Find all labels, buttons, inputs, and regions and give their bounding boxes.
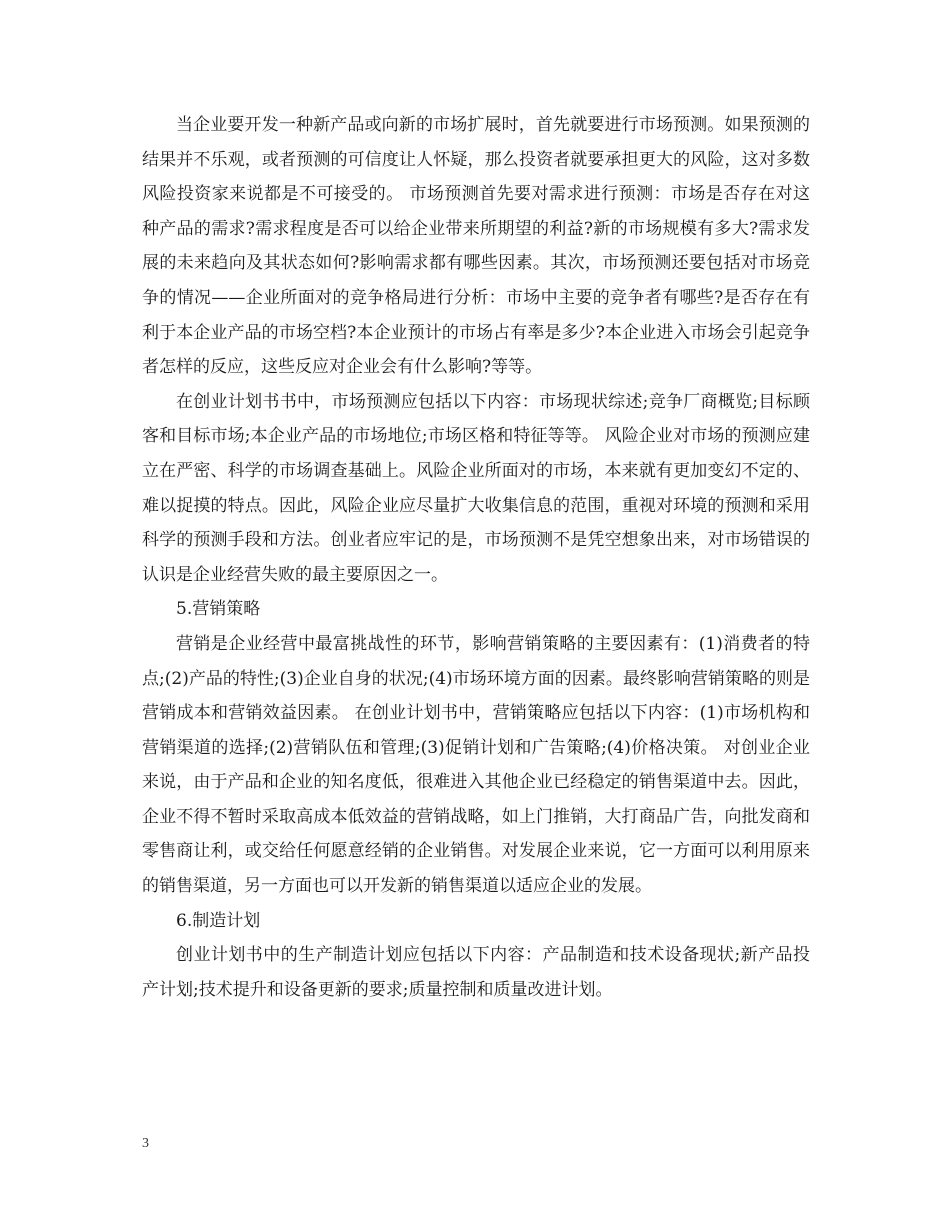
section-heading-marketing: 5.营销策略 (176, 599, 261, 620)
section-heading-manufacturing: 6.制造计划 (176, 910, 261, 931)
paragraph-forecast-content: 在创业计划书书中，市场预测应包括以下内容：市场现状综述;竞争厂商概览;目标顾客和目标市场;本企业产品的市场地位;市场区格和特征等等。 风险企业对市场的预测应建立在严密、科学的市场调查基础上。风险企业所面对的市场，本来就有更加变幻不定的、难以捉摸的特点。因此，风险企业应尽量扩大收集信息的范围，重视对环境的预测和采用科学的预测手段和方法。创业者应牢记的是，市场预测不是凭空想象出来，对市场错误的认识是企业经营失败的最主要原因之一。 (142, 391, 810, 585)
body-text (142, 108, 810, 1007)
paragraph-manufacturing-plan: 创业计划书中的生产制造计划应包括以下内容：产品制造和技术设备现状;新产品投产计划;技术提升和设备更新的要求;质量控制和质量改进计划。 (142, 945, 810, 1000)
paragraph-marketing-strategy: 营销是企业经营中最富挑战性的环节，影响营销策略的主要因素有：(1)消费者的特点;(2)产品的特性;(3)企业自身的状况;(4)市场环境方面的因素。最终影响营销策略的则是营销成本和营销效益因素。 在创业计划书中，营销策略应包括以下内容：(1)市场机构和营销渠道的选择;(2)营销队伍和管理;(3)促销计划和广告策略;(4)价格决策。 对创业企业来说，由于产品和企业的知名度低，很难进入其他企业已经稳定的销售渠道中去。因此，企业不得不暂时采取高成本低效益的营销战略，如上门推销，大打商品广告，向批发商和零售商让利，或交给任何愿意经销的企业销售。对发展企业来说，它一方面可以利用原来的销售渠道，另一方面也可以开发新的销售渠道以适应企业的发展。 (142, 633, 810, 897)
page-number: 3 (142, 1136, 149, 1151)
paragraph-market-forecast: 当企业要开发一种新产品或向新的市场扩展时，首先就要进行市场预测。如果预测的结果并不乐观，或者预测的可信度让人怀疑，那么投资者就要承担更大的风险，这对多数风险投资家来说都是不可接受的。 市场预测首先要对需求进行预测：市场是否存在对这种产品的需求?需求程度是否可以给企业带来所期望的利益?新的市场规模有多大?需求发展的未来趋向及其状态如何?影响需求都有哪些因素。其次，市场预测还要包括对市场竞争的情况——企业所面对的竞争格局进行分析：市场中主要的竞争者有哪些?是否存在有利于本企业产品的市场空档?本企业预计的市场占有率是多少?本企业进入市场会引起竞争者怎样的反应，这些反应对企业会有什么影响?等等。 (142, 115, 810, 378)
